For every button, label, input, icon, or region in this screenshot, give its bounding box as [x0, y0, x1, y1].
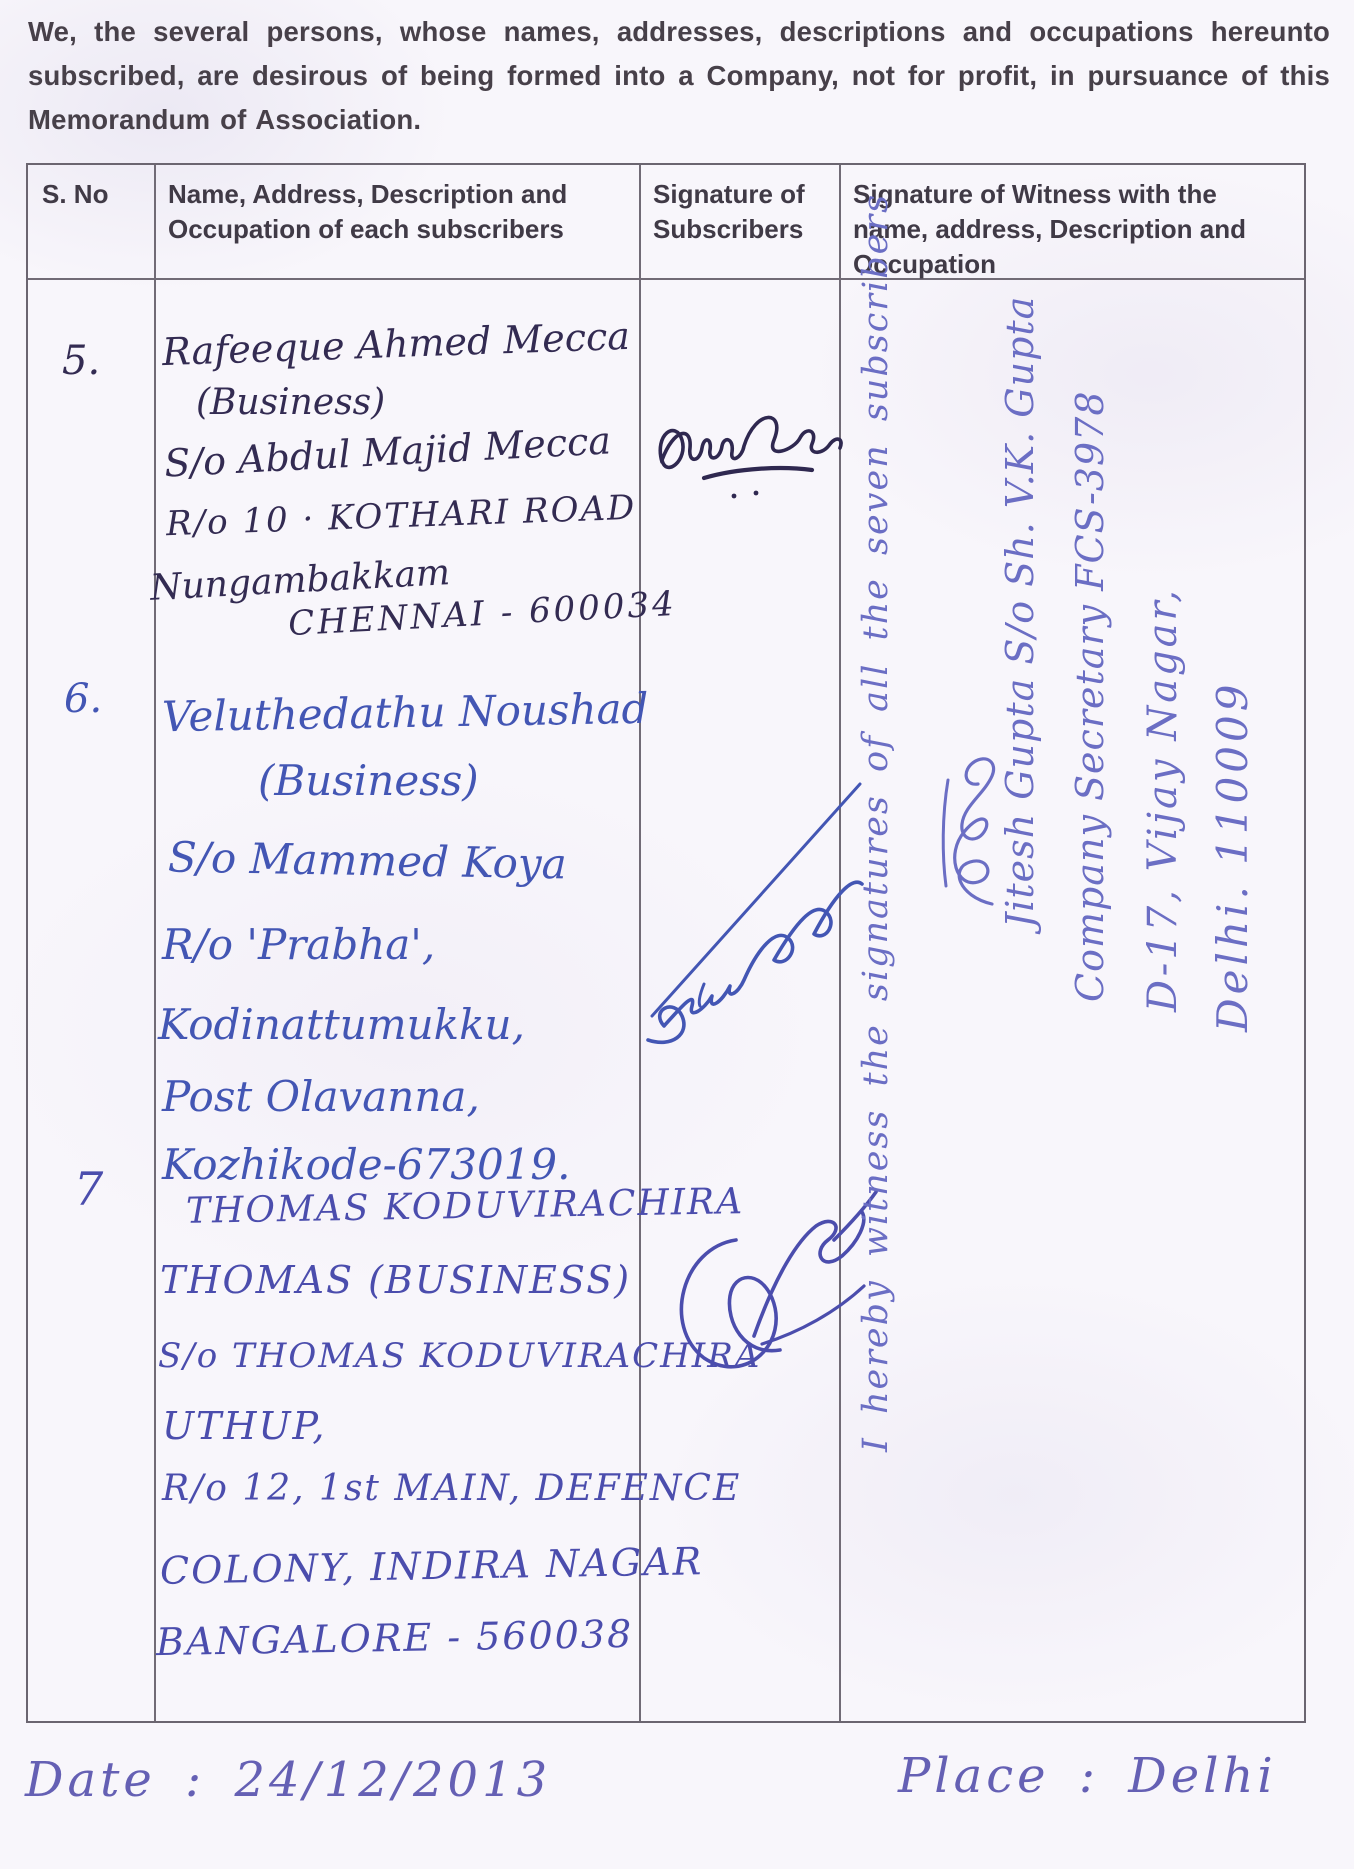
subscriber-6-number: 6.	[64, 676, 103, 722]
subscriber-5-line: (Business)	[196, 382, 386, 423]
footer-place	[898, 1748, 1277, 1804]
header-sno: S. No	[42, 179, 109, 209]
subscriber-6-line: Kodinattumukku,	[158, 1000, 525, 1049]
date-value: 24/12/2013	[234, 1752, 552, 1808]
subscriber-7-line: COLONY, INDIRA NAGAR	[159, 1539, 704, 1593]
table-divider-1	[154, 165, 156, 1721]
header-subscriber-signature: Signature of Subscribers	[653, 179, 805, 244]
subscriber-7-line: R/o 12, 1st MAIN, DEFENCE	[162, 1468, 742, 1509]
witness-address-line2: Delhi. 110009	[1208, 680, 1257, 1032]
date-label: Date :	[25, 1752, 206, 1808]
witness-title-line: Company Secretary FCS-3978	[1068, 390, 1112, 1002]
header-witness-signature: Signature of Witness with the name, address, Description and Occupation	[853, 179, 1247, 279]
subscriber-6-signature	[638, 758, 873, 1053]
subscriber-5-signature	[646, 398, 856, 513]
footer-date	[25, 1752, 551, 1808]
subscriber-5-line: R/o 10 · KOTHARI ROAD	[165, 487, 637, 545]
subscriber-5-line: Nungambakkam	[149, 552, 452, 609]
subscriber-7-line: THOMAS KODUVIRACHIRA	[185, 1181, 745, 1232]
subscriber-7-line: UTHUP,	[162, 1404, 327, 1448]
subscriber-7-line: BANGALORE - 560038	[155, 1611, 634, 1665]
witness-signature	[928, 736, 1008, 916]
subscriber-6-line: Veluthedathu Noushad	[161, 683, 649, 742]
subscriber-6-line: R/o 'Prabha',	[162, 920, 436, 969]
subscriber-5-number: 5.	[62, 338, 101, 384]
preamble-paragraph: We, the several persons, whose names, addresses, descriptions and occupations hereunto subscribed, are desirous of being formed into a Company, not for profit, in pursuance of this Memorandum of Association.	[28, 16, 1330, 135]
subscriber-6-line: S/o Mammed Koya	[167, 832, 568, 889]
witness-name-line: Jitesh Gupta S/o Sh. V.K. Gupta	[998, 295, 1042, 928]
place-value: Delhi	[1128, 1748, 1277, 1804]
subscriber-6-line: Kozhikode-673019.	[162, 1140, 571, 1189]
witness-address-line1: D-17, Vijay Nagar,	[1140, 587, 1186, 1012]
place-label: Place :	[898, 1748, 1099, 1804]
subscriber-7-number: 7	[74, 1162, 104, 1216]
subscriber-7-signature	[638, 1178, 883, 1413]
subscriber-7-line: S/o THOMAS KODUVIRACHIRA	[158, 1336, 762, 1376]
subscriber-6-line: Post Olavanna,	[162, 1072, 480, 1121]
header-name-address: Name, Address, Description and Occupation of each subscribers	[168, 179, 568, 244]
subscriber-5-line: CHENNAI - 600034	[287, 583, 678, 645]
subscriber-5-line: S/o Abdul Majid Mecca	[163, 418, 612, 486]
witness-statement: I hereby witness the signatures of all the seven subscribers	[856, 192, 896, 1452]
subscriber-5-line: Rafeeque Ahmed Mecca	[161, 313, 631, 375]
subscriber-7-line: THOMAS (BUSINESS)	[160, 1258, 632, 1302]
subscriber-6-line: (Business)	[258, 756, 479, 805]
